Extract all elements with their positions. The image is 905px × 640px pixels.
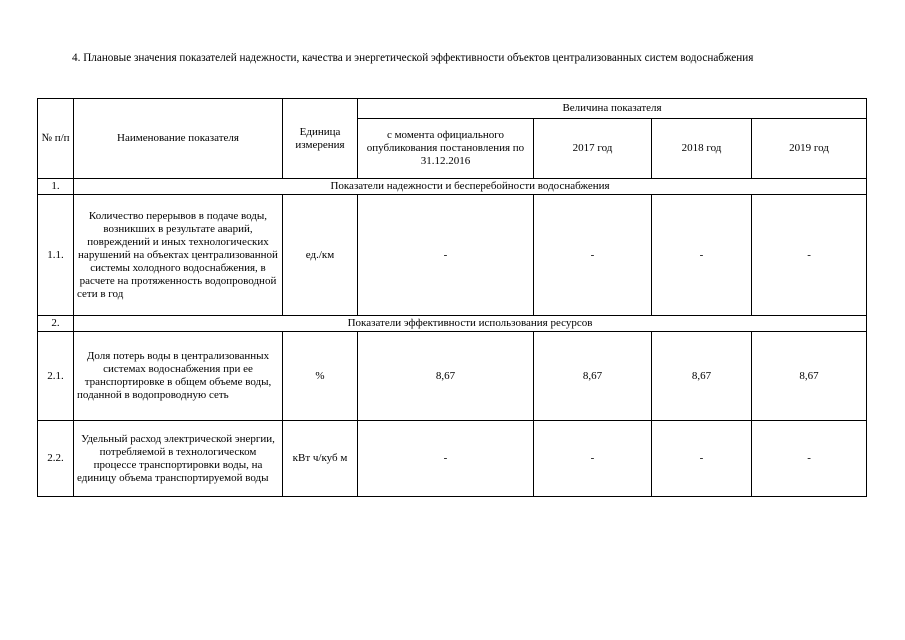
section-row (38, 316, 867, 332)
section-row (38, 179, 867, 195)
table-header-row (38, 99, 867, 119)
header-period: с момента официального опубликования постановления по 31.12.2016 (358, 119, 534, 179)
header-unit: Единица измерения (283, 99, 358, 179)
row-value: - (534, 421, 652, 497)
header-period: 2019 год (752, 119, 867, 179)
row-unit: ед./км (283, 195, 358, 316)
row-value: - (752, 421, 867, 497)
header-value-group: Величина показателя (358, 99, 867, 119)
row-name: Доля потерь воды в централизованных системах водоснабжения при ее транспортировке в общем объеме воды, поданной в водопроводную сеть (74, 332, 283, 421)
section-heading: 4. Плановые значения показателей надежности, качества и энергетической эффективности объектов централизованных систем водоснабжения (72, 52, 754, 64)
table-row (38, 332, 867, 421)
row-value: - (752, 195, 867, 316)
row-value: 8,67 (752, 332, 867, 421)
section-num: 1. (38, 179, 74, 195)
row-value: - (358, 195, 534, 316)
header-name: Наименование показателя (74, 99, 283, 179)
section-title: Показатели эффективности использования ресурсов (74, 316, 867, 332)
row-unit: % (283, 332, 358, 421)
section-num: 2. (38, 316, 74, 332)
header-period: 2018 год (652, 119, 752, 179)
row-value: - (534, 195, 652, 316)
row-value: 8,67 (358, 332, 534, 421)
table-row (38, 421, 867, 497)
row-value: - (652, 195, 752, 316)
section-title: Показатели надежности и бесперебойности водоснабжения (74, 179, 867, 195)
row-num: 2.1. (38, 332, 74, 421)
row-name: Количество перерывов в подаче воды, возникших в результате аварий, повреждений и иных технологических нарушений на объектах централизованной системы холодного водоснабжения, в расчете на протяженность водопроводной сети в год (74, 195, 283, 316)
row-num: 1.1. (38, 195, 74, 316)
row-unit: кВт ч/куб м (283, 421, 358, 497)
header-period: 2017 год (534, 119, 652, 179)
header-num: № п/п (38, 99, 74, 179)
row-name: Удельный расход электрической энергии, потребляемой в технологическом процессе транспортировки воды, на единицу объема транспортируемой воды (74, 421, 283, 497)
table-row (38, 195, 867, 316)
row-num: 2.2. (38, 421, 74, 497)
indicators-table (37, 98, 867, 497)
row-value: 8,67 (534, 332, 652, 421)
row-value: - (358, 421, 534, 497)
row-value: 8,67 (652, 332, 752, 421)
row-value: - (652, 421, 752, 497)
